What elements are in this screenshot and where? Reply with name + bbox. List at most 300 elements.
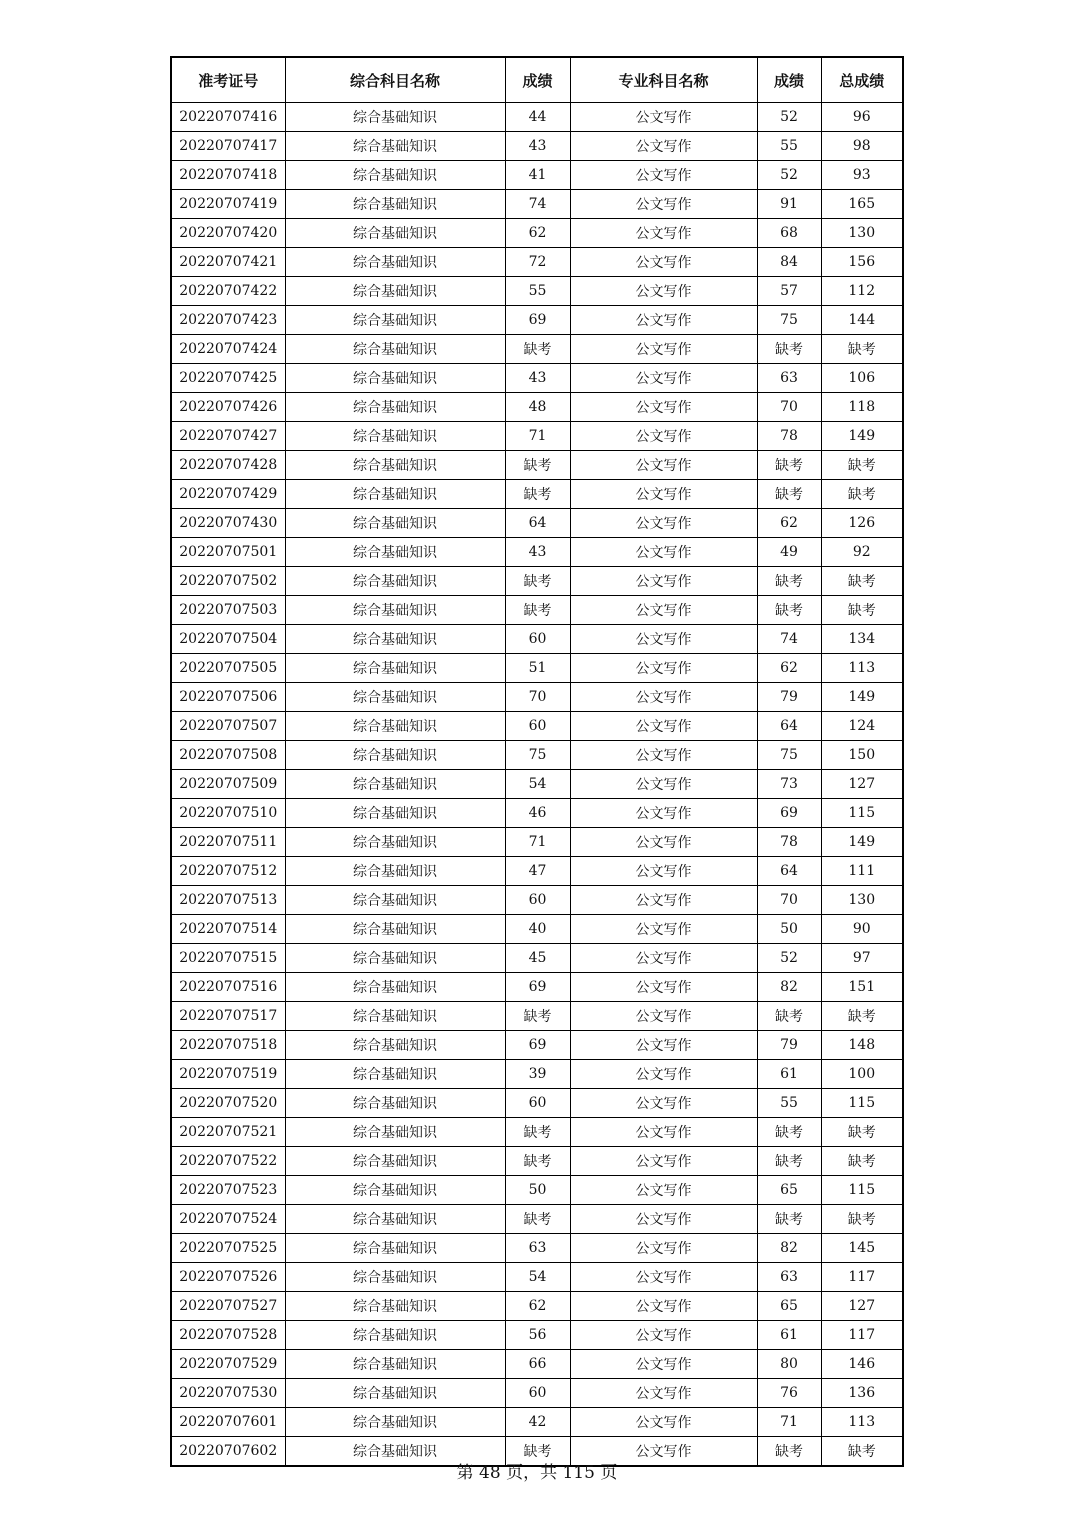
table-row [171,1147,903,1176]
table-row [171,596,903,625]
major-score-cell: 70 [757,886,821,915]
score-table [170,56,904,1467]
exam-id-cell: 20220707416 [171,103,285,132]
total-score-cell: 115 [821,1089,903,1118]
general-score-cell: 66 [505,1350,570,1379]
major-score-cell: 75 [757,306,821,335]
exam-id-cell: 20220707514 [171,915,285,944]
general-score-cell: 64 [505,509,570,538]
total-score-cell: 缺考 [821,1437,903,1467]
major-subject-cell: 公文写作 [570,1147,757,1176]
header-major-score: 成绩 [757,57,821,103]
major-score-cell: 84 [757,248,821,277]
table-row [171,799,903,828]
major-score-cell: 缺考 [757,567,821,596]
major-subject-cell: 公文写作 [570,1379,757,1408]
total-score-cell: 118 [821,393,903,422]
header-general-score: 成绩 [505,57,570,103]
major-subject-cell: 公文写作 [570,1176,757,1205]
table-row [171,1234,903,1263]
total-score-cell: 145 [821,1234,903,1263]
total-score-cell: 150 [821,741,903,770]
general-subject-cell: 综合基础知识 [285,1002,505,1031]
major-score-cell: 缺考 [757,480,821,509]
general-subject-cell: 综合基础知识 [285,1408,505,1437]
general-subject-cell: 综合基础知识 [285,1118,505,1147]
table-row [171,944,903,973]
general-subject-cell: 综合基础知识 [285,741,505,770]
major-score-cell: 缺考 [757,1205,821,1234]
major-score-cell: 80 [757,1350,821,1379]
major-score-cell: 82 [757,1234,821,1263]
major-score-cell: 62 [757,654,821,683]
total-score-cell: 113 [821,1408,903,1437]
table-row [171,567,903,596]
general-subject-cell: 综合基础知识 [285,538,505,567]
major-subject-cell: 公文写作 [570,1089,757,1118]
major-score-cell: 缺考 [757,1118,821,1147]
major-subject-cell: 公文写作 [570,306,757,335]
general-score-cell: 69 [505,306,570,335]
table-row [171,1379,903,1408]
major-subject-cell: 公文写作 [570,1118,757,1147]
general-score-cell: 41 [505,161,570,190]
major-subject-cell: 公文写作 [570,741,757,770]
exam-id-cell: 20220707528 [171,1321,285,1350]
header-exam-id: 准考证号 [171,57,285,103]
major-subject-cell: 公文写作 [570,596,757,625]
exam-id-cell: 20220707430 [171,509,285,538]
total-score-cell: 146 [821,1350,903,1379]
general-subject-cell: 综合基础知识 [285,422,505,451]
major-subject-cell: 公文写作 [570,1350,757,1379]
table-row [171,1263,903,1292]
general-score-cell: 56 [505,1321,570,1350]
exam-id-cell: 20220707525 [171,1234,285,1263]
total-score-cell: 90 [821,915,903,944]
table-row [171,857,903,886]
general-score-cell: 69 [505,1031,570,1060]
table-row [171,886,903,915]
general-subject-cell: 综合基础知识 [285,799,505,828]
major-subject-cell: 公文写作 [570,1321,757,1350]
major-subject-cell: 公文写作 [570,973,757,1002]
general-subject-cell: 综合基础知识 [285,712,505,741]
major-score-cell: 68 [757,219,821,248]
general-subject-cell: 综合基础知识 [285,1263,505,1292]
major-subject-cell: 公文写作 [570,1408,757,1437]
major-score-cell: 缺考 [757,596,821,625]
major-subject-cell: 公文写作 [570,190,757,219]
exam-id-cell: 20220707602 [171,1437,285,1467]
exam-id-cell: 20220707503 [171,596,285,625]
exam-id-cell: 20220707424 [171,335,285,364]
total-score-cell: 149 [821,828,903,857]
major-score-cell: 缺考 [757,1147,821,1176]
table-row [171,741,903,770]
table-row [171,770,903,799]
major-score-cell: 91 [757,190,821,219]
major-subject-cell: 公文写作 [570,712,757,741]
total-score-cell: 156 [821,248,903,277]
general-score-cell: 45 [505,944,570,973]
total-score-cell: 117 [821,1263,903,1292]
general-score-cell: 缺考 [505,451,570,480]
general-score-cell: 缺考 [505,335,570,364]
header-total-score: 总成绩 [821,57,903,103]
total-score-cell: 149 [821,683,903,712]
exam-id-cell: 20220707501 [171,538,285,567]
major-score-cell: 55 [757,132,821,161]
table-body [171,103,903,1467]
exam-id-cell: 20220707429 [171,480,285,509]
major-subject-cell: 公文写作 [570,1002,757,1031]
total-score-cell: 缺考 [821,596,903,625]
exam-id-cell: 20220707518 [171,1031,285,1060]
general-subject-cell: 综合基础知识 [285,1089,505,1118]
general-score-cell: 缺考 [505,1118,570,1147]
general-subject-cell: 综合基础知识 [285,509,505,538]
total-score-cell: 165 [821,190,903,219]
header-major-subject: 专业科目名称 [570,57,757,103]
major-subject-cell: 公文写作 [570,451,757,480]
general-subject-cell: 综合基础知识 [285,683,505,712]
exam-id-cell: 20220707530 [171,1379,285,1408]
general-score-cell: 39 [505,1060,570,1089]
total-score-cell: 127 [821,770,903,799]
exam-id-cell: 20220707522 [171,1147,285,1176]
general-score-cell: 缺考 [505,1147,570,1176]
general-subject-cell: 综合基础知识 [285,480,505,509]
general-score-cell: 缺考 [505,567,570,596]
major-score-cell: 79 [757,1031,821,1060]
general-subject-cell: 综合基础知识 [285,161,505,190]
major-score-cell: 82 [757,973,821,1002]
exam-id-cell: 20220707426 [171,393,285,422]
major-subject-cell: 公文写作 [570,857,757,886]
table-row [171,1118,903,1147]
general-subject-cell: 综合基础知识 [285,1437,505,1467]
table-header [171,57,903,103]
major-score-cell: 75 [757,741,821,770]
exam-id-cell: 20220707419 [171,190,285,219]
total-score-cell: 100 [821,1060,903,1089]
general-score-cell: 缺考 [505,1002,570,1031]
header-general-subject: 综合科目名称 [285,57,505,103]
general-score-cell: 缺考 [505,596,570,625]
general-score-cell: 62 [505,219,570,248]
general-score-cell: 43 [505,364,570,393]
exam-id-cell: 20220707423 [171,306,285,335]
major-subject-cell: 公文写作 [570,277,757,306]
exam-id-cell: 20220707527 [171,1292,285,1321]
exam-id-cell: 20220707428 [171,451,285,480]
exam-id-cell: 20220707508 [171,741,285,770]
general-subject-cell: 综合基础知识 [285,132,505,161]
exam-id-cell: 20220707425 [171,364,285,393]
total-score-cell: 136 [821,1379,903,1408]
total-score-cell: 113 [821,654,903,683]
general-score-cell: 69 [505,973,570,1002]
table-row [171,828,903,857]
major-score-cell: 61 [757,1321,821,1350]
major-score-cell: 71 [757,1408,821,1437]
general-subject-cell: 综合基础知识 [285,886,505,915]
table-row [171,480,903,509]
major-subject-cell: 公文写作 [570,393,757,422]
general-subject-cell: 综合基础知识 [285,915,505,944]
general-score-cell: 60 [505,886,570,915]
general-score-cell: 54 [505,770,570,799]
total-score-cell: 98 [821,132,903,161]
total-score-cell: 149 [821,422,903,451]
total-score-cell: 缺考 [821,480,903,509]
major-score-cell: 62 [757,509,821,538]
table-row [171,1031,903,1060]
table-row [171,248,903,277]
total-score-cell: 缺考 [821,335,903,364]
exam-id-cell: 20220707529 [171,1350,285,1379]
table-row [171,1205,903,1234]
major-subject-cell: 公文写作 [570,828,757,857]
general-score-cell: 70 [505,683,570,712]
major-score-cell: 61 [757,1060,821,1089]
major-score-cell: 73 [757,770,821,799]
major-subject-cell: 公文写作 [570,915,757,944]
total-score-cell: 151 [821,973,903,1002]
general-subject-cell: 综合基础知识 [285,103,505,132]
table-row [171,103,903,132]
major-score-cell: 缺考 [757,1002,821,1031]
exam-id-cell: 20220707511 [171,828,285,857]
major-score-cell: 缺考 [757,335,821,364]
general-score-cell: 缺考 [505,1205,570,1234]
total-score-cell: 117 [821,1321,903,1350]
general-subject-cell: 综合基础知识 [285,219,505,248]
major-score-cell: 69 [757,799,821,828]
table-row [171,393,903,422]
major-subject-cell: 公文写作 [570,364,757,393]
major-subject-cell: 公文写作 [570,1031,757,1060]
general-score-cell: 50 [505,1176,570,1205]
table-row [171,161,903,190]
general-score-cell: 72 [505,248,570,277]
major-subject-cell: 公文写作 [570,509,757,538]
general-score-cell: 48 [505,393,570,422]
general-score-cell: 47 [505,857,570,886]
total-score-cell: 115 [821,799,903,828]
table-row [171,1350,903,1379]
major-score-cell: 70 [757,393,821,422]
header-row [171,57,903,103]
table-row [171,712,903,741]
general-score-cell: 42 [505,1408,570,1437]
major-score-cell: 55 [757,1089,821,1118]
exam-id-cell: 20220707507 [171,712,285,741]
major-score-cell: 缺考 [757,451,821,480]
total-score-cell: 124 [821,712,903,741]
general-subject-cell: 综合基础知识 [285,973,505,1002]
general-subject-cell: 综合基础知识 [285,770,505,799]
general-subject-cell: 综合基础知识 [285,857,505,886]
table-row [171,1321,903,1350]
major-subject-cell: 公文写作 [570,480,757,509]
major-subject-cell: 公文写作 [570,799,757,828]
table-row [171,1002,903,1031]
general-score-cell: 43 [505,538,570,567]
major-score-cell: 65 [757,1292,821,1321]
exam-id-cell: 20220707513 [171,886,285,915]
general-subject-cell: 综合基础知识 [285,451,505,480]
exam-id-cell: 20220707502 [171,567,285,596]
major-subject-cell: 公文写作 [570,1263,757,1292]
total-score-cell: 144 [821,306,903,335]
total-score-cell: 148 [821,1031,903,1060]
table-row [171,451,903,480]
major-score-cell: 52 [757,161,821,190]
major-score-cell: 缺考 [757,1437,821,1467]
major-subject-cell: 公文写作 [570,654,757,683]
general-subject-cell: 综合基础知识 [285,1060,505,1089]
general-subject-cell: 综合基础知识 [285,1321,505,1350]
general-score-cell: 60 [505,625,570,654]
major-subject-cell: 公文写作 [570,944,757,973]
general-score-cell: 63 [505,1234,570,1263]
exam-id-cell: 20220707504 [171,625,285,654]
exam-id-cell: 20220707505 [171,654,285,683]
table-row [171,915,903,944]
general-score-cell: 71 [505,422,570,451]
total-score-cell: 97 [821,944,903,973]
table-row [171,1060,903,1089]
exam-id-cell: 20220707427 [171,422,285,451]
general-score-cell: 缺考 [505,480,570,509]
total-score-cell: 134 [821,625,903,654]
general-subject-cell: 综合基础知识 [285,567,505,596]
exam-id-cell: 20220707519 [171,1060,285,1089]
total-score-cell: 130 [821,219,903,248]
major-score-cell: 79 [757,683,821,712]
general-score-cell: 缺考 [505,1437,570,1467]
general-subject-cell: 综合基础知识 [285,625,505,654]
total-score-cell: 93 [821,161,903,190]
table-row [171,1089,903,1118]
table-row [171,335,903,364]
total-score-cell: 缺考 [821,1002,903,1031]
major-subject-cell: 公文写作 [570,683,757,712]
table-row [171,132,903,161]
major-subject-cell: 公文写作 [570,770,757,799]
general-subject-cell: 综合基础知识 [285,1147,505,1176]
table-row [171,509,903,538]
major-score-cell: 63 [757,364,821,393]
exam-id-cell: 20220707510 [171,799,285,828]
general-score-cell: 55 [505,277,570,306]
general-score-cell: 71 [505,828,570,857]
exam-id-cell: 20220707524 [171,1205,285,1234]
major-score-cell: 78 [757,422,821,451]
general-score-cell: 74 [505,190,570,219]
major-subject-cell: 公文写作 [570,625,757,654]
major-subject-cell: 公文写作 [570,219,757,248]
general-subject-cell: 综合基础知识 [285,944,505,973]
general-subject-cell: 综合基础知识 [285,335,505,364]
major-score-cell: 52 [757,944,821,973]
general-subject-cell: 综合基础知识 [285,1031,505,1060]
general-score-cell: 43 [505,132,570,161]
general-score-cell: 60 [505,1379,570,1408]
major-score-cell: 78 [757,828,821,857]
exam-id-cell: 20220707417 [171,132,285,161]
table-row [171,422,903,451]
exam-id-cell: 20220707422 [171,277,285,306]
total-score-cell: 96 [821,103,903,132]
total-score-cell: 缺考 [821,451,903,480]
total-score-cell: 缺考 [821,567,903,596]
general-score-cell: 51 [505,654,570,683]
exam-id-cell: 20220707521 [171,1118,285,1147]
total-score-cell: 130 [821,886,903,915]
general-subject-cell: 综合基础知识 [285,654,505,683]
exam-id-cell: 20220707526 [171,1263,285,1292]
general-score-cell: 44 [505,103,570,132]
table-row [171,538,903,567]
table-row [171,1292,903,1321]
major-subject-cell: 公文写作 [570,335,757,364]
exam-id-cell: 20220707512 [171,857,285,886]
major-score-cell: 65 [757,1176,821,1205]
table-row [171,625,903,654]
total-score-cell: 缺考 [821,1118,903,1147]
major-subject-cell: 公文写作 [570,538,757,567]
exam-id-cell: 20220707517 [171,1002,285,1031]
general-subject-cell: 综合基础知识 [285,277,505,306]
exam-id-cell: 20220707601 [171,1408,285,1437]
major-subject-cell: 公文写作 [570,567,757,596]
general-subject-cell: 综合基础知识 [285,1205,505,1234]
general-subject-cell: 综合基础知识 [285,248,505,277]
major-subject-cell: 公文写作 [570,132,757,161]
major-score-cell: 63 [757,1263,821,1292]
major-subject-cell: 公文写作 [570,1060,757,1089]
major-score-cell: 50 [757,915,821,944]
general-score-cell: 54 [505,1263,570,1292]
general-score-cell: 62 [505,1292,570,1321]
major-score-cell: 52 [757,103,821,132]
exam-id-cell: 20220707509 [171,770,285,799]
general-subject-cell: 综合基础知识 [285,393,505,422]
exam-id-cell: 20220707515 [171,944,285,973]
table-row [171,277,903,306]
general-subject-cell: 综合基础知识 [285,596,505,625]
general-score-cell: 40 [505,915,570,944]
general-subject-cell: 综合基础知识 [285,1176,505,1205]
major-score-cell: 76 [757,1379,821,1408]
total-score-cell: 92 [821,538,903,567]
major-score-cell: 74 [757,625,821,654]
total-score-cell: 112 [821,277,903,306]
major-subject-cell: 公文写作 [570,1234,757,1263]
table-row [171,973,903,1002]
major-subject-cell: 公文写作 [570,103,757,132]
major-subject-cell: 公文写作 [570,886,757,915]
general-subject-cell: 综合基础知识 [285,364,505,393]
general-subject-cell: 综合基础知识 [285,1234,505,1263]
table-row [171,219,903,248]
total-score-cell: 缺考 [821,1205,903,1234]
major-subject-cell: 公文写作 [570,161,757,190]
table-row [171,683,903,712]
